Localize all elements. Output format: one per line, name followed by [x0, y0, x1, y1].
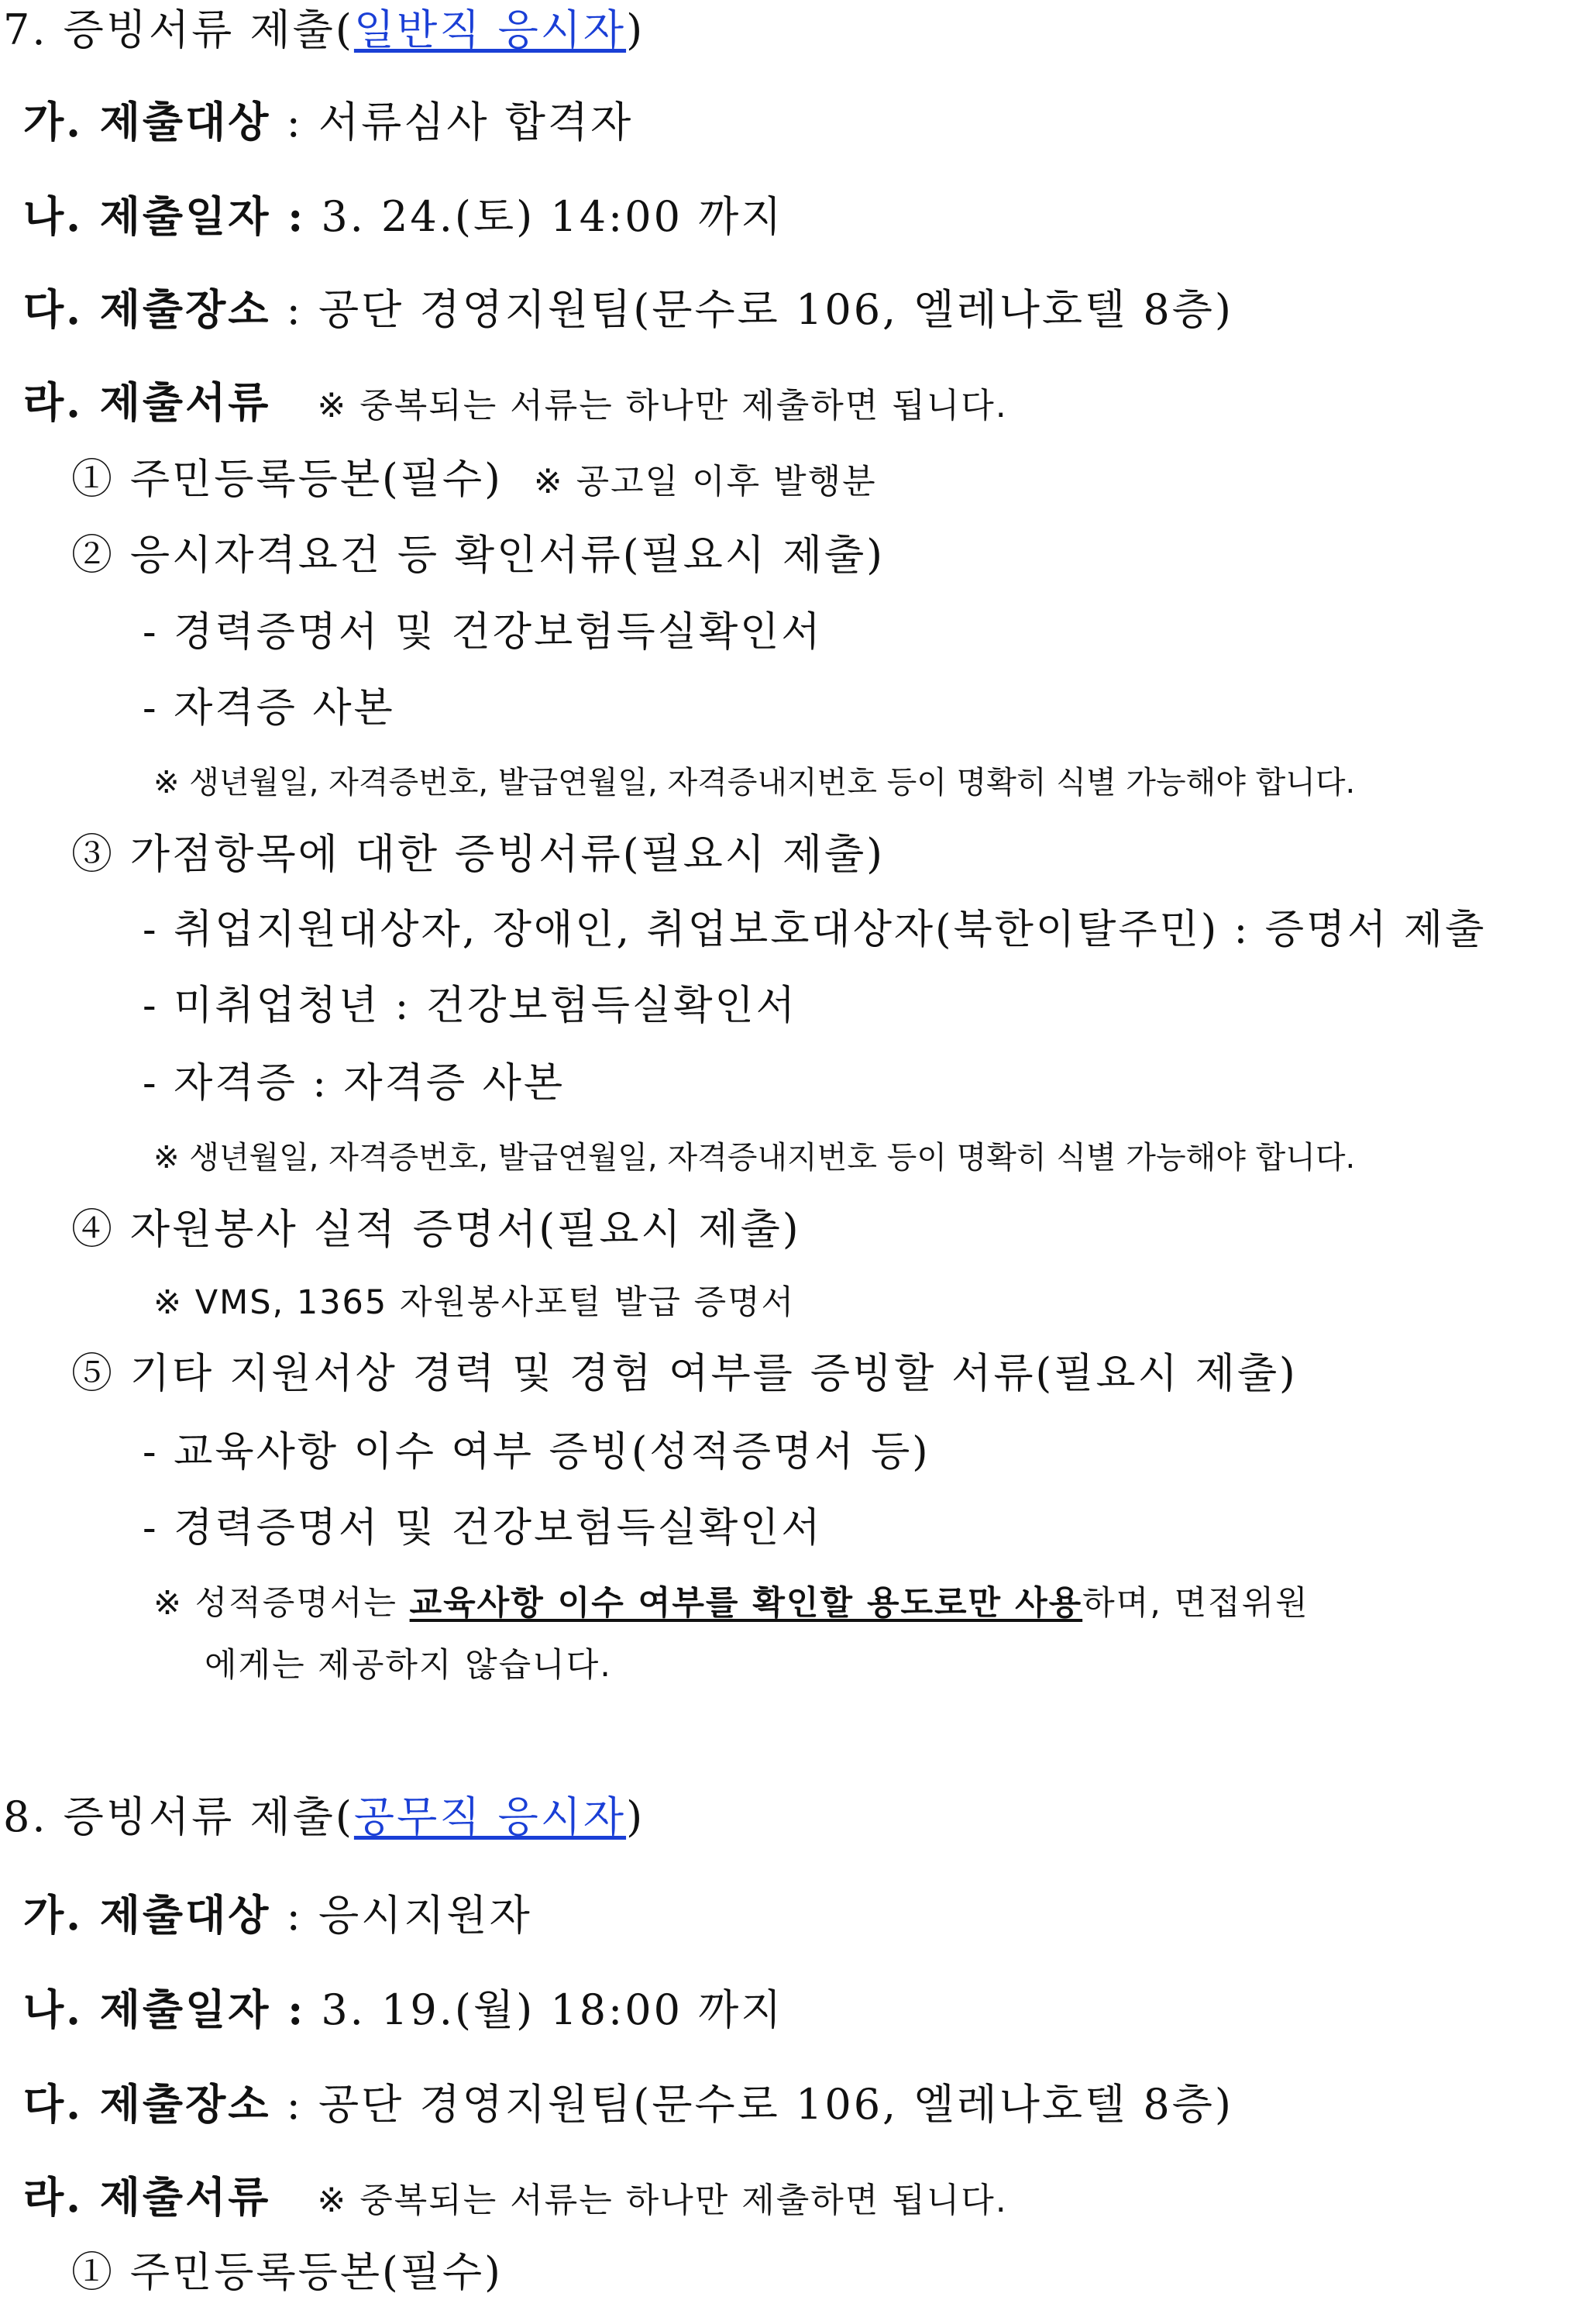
section8-date-value: 3. 19.(월) 18:00 까지 — [305, 1985, 784, 2034]
section7-place — [23, 284, 1233, 334]
section8-place-value: : 공단 경영지원팀(문수로 106, 엘레나호텔 8층) — [270, 2080, 1233, 2129]
section7-item3-sub1: - 취업지원대상자, 장애인, 취업보호대상자(북한이탈주민) : 증명서 제출 — [143, 907, 1487, 953]
section7-place-label: 다. 제출장소 — [23, 284, 271, 334]
section7-item4: ④ 자원봉사 실적 증명서(필요시 제출) — [71, 1206, 801, 1253]
section7-item2-note: ※ 생년월일, 자격증번호, 발급연월일, 자격증내지번호 등이 명확히 식별 가능해야 합니다. — [153, 765, 1356, 801]
section8-place — [23, 2079, 1233, 2129]
section7-item5-note — [153, 1584, 1309, 1623]
section8-heading — [3, 1792, 645, 1841]
section7-item3-sub3: - 자격증 : 자격증 사본 — [143, 1060, 566, 1107]
section8-docs-note: ※ 중복되는 서류는 하나만 제출하면 됩니다. — [317, 2181, 1008, 2220]
section8-heading-prefix: 8. 증빙서류 제출( — [3, 1792, 354, 1841]
section8-item1: ① 주민등록등본(필수) — [71, 2249, 503, 2296]
section7-item3: ③ 가점항목에 대한 증빙서류(필요시 제출) — [71, 831, 885, 878]
section7-item1-note: ※ 공고일 이후 발행분 — [521, 462, 877, 501]
section8-target — [23, 1890, 532, 1940]
section8-target-value: : 응시지원자 — [270, 1891, 532, 1940]
section8-date — [23, 1985, 784, 2034]
section8-place-label: 다. 제출장소 — [23, 2079, 271, 2129]
section7-item5-note-underlined: 교육사항 이수 여부를 확인할 용도로만 사용 — [409, 1584, 1083, 1623]
section7-date-label: 나. 제출일자 : — [23, 191, 306, 241]
section7-item2-sub2: - 자격증 사본 — [143, 685, 395, 732]
section7-item3-note: ※ 생년월일, 자격증번호, 발급연월일, 자격증내지번호 등이 명확히 식별 가능해야 합니다. — [153, 1140, 1356, 1176]
section7-item4-note: ※ VMS, 1365 자원봉사포털 발급 증명서 — [153, 1283, 796, 1322]
section7-docs-note: ※ 중복되는 서류는 하나만 제출하면 됩니다. — [317, 386, 1008, 425]
section7-heading-suffix: ) — [626, 5, 645, 54]
section7-docs — [23, 377, 1008, 427]
section7-item5: ⑤ 기타 지원서상 경력 및 경험 여부를 증빙할 서류(필요시 제출) — [71, 1350, 1298, 1397]
section7-heading-prefix: 7. 증빙서류 제출( — [3, 5, 354, 54]
section7-place-value: : 공단 경영지원팀(문수로 106, 엘레나호텔 8층) — [270, 285, 1233, 334]
section8-docs — [23, 2172, 1008, 2222]
section7-target-value: : 서류심사 합격자 — [270, 98, 634, 146]
section7-item1-text: ① 주민등록등본(필수) — [71, 456, 503, 503]
section7-item5-sub1: - 교육사항 이수 여부 증빙(성적증명서 등) — [143, 1429, 930, 1475]
section8-date-label: 나. 제출일자 : — [23, 1985, 306, 2034]
section7-item2: ② 응시자격요건 등 확인서류(필요시 제출) — [71, 532, 885, 579]
section8-heading-suffix: ) — [626, 1792, 645, 1841]
section7-item1 — [71, 456, 877, 503]
section8-heading-link[interactable]: 공무직 응시자 — [353, 1792, 627, 1841]
section7-item5-note-a: ※ 성적증명서는 — [153, 1584, 410, 1623]
section7-item2-sub1: - 경력증명서 및 건강보험득실확인서 — [143, 609, 823, 656]
section7-item5-note-c: 하며, 면접위원 — [1082, 1584, 1309, 1623]
section7-date-value: 3. 24.(토) 14:00 까지 — [305, 192, 784, 241]
section7-target-label: 가. 제출대상 — [23, 97, 271, 146]
section7-item5-sub2: - 경력증명서 및 건강보험득실확인서 — [143, 1505, 823, 1551]
section8-docs-label: 라. 제출서류 — [23, 2172, 271, 2222]
section7-date — [23, 191, 784, 241]
section7-item3-sub2: - 미취업청년 : 건강보험득실확인서 — [143, 983, 797, 1029]
section7-docs-label: 라. 제출서류 — [23, 377, 271, 427]
section7-item5-note-cont: 에게는 제공하지 않습니다. — [205, 1646, 612, 1685]
section7-heading — [3, 5, 645, 54]
section7-target — [23, 97, 634, 146]
section8-target-label: 가. 제출대상 — [23, 1890, 271, 1940]
section7-heading-link[interactable]: 일반직 응시자 — [353, 5, 627, 54]
